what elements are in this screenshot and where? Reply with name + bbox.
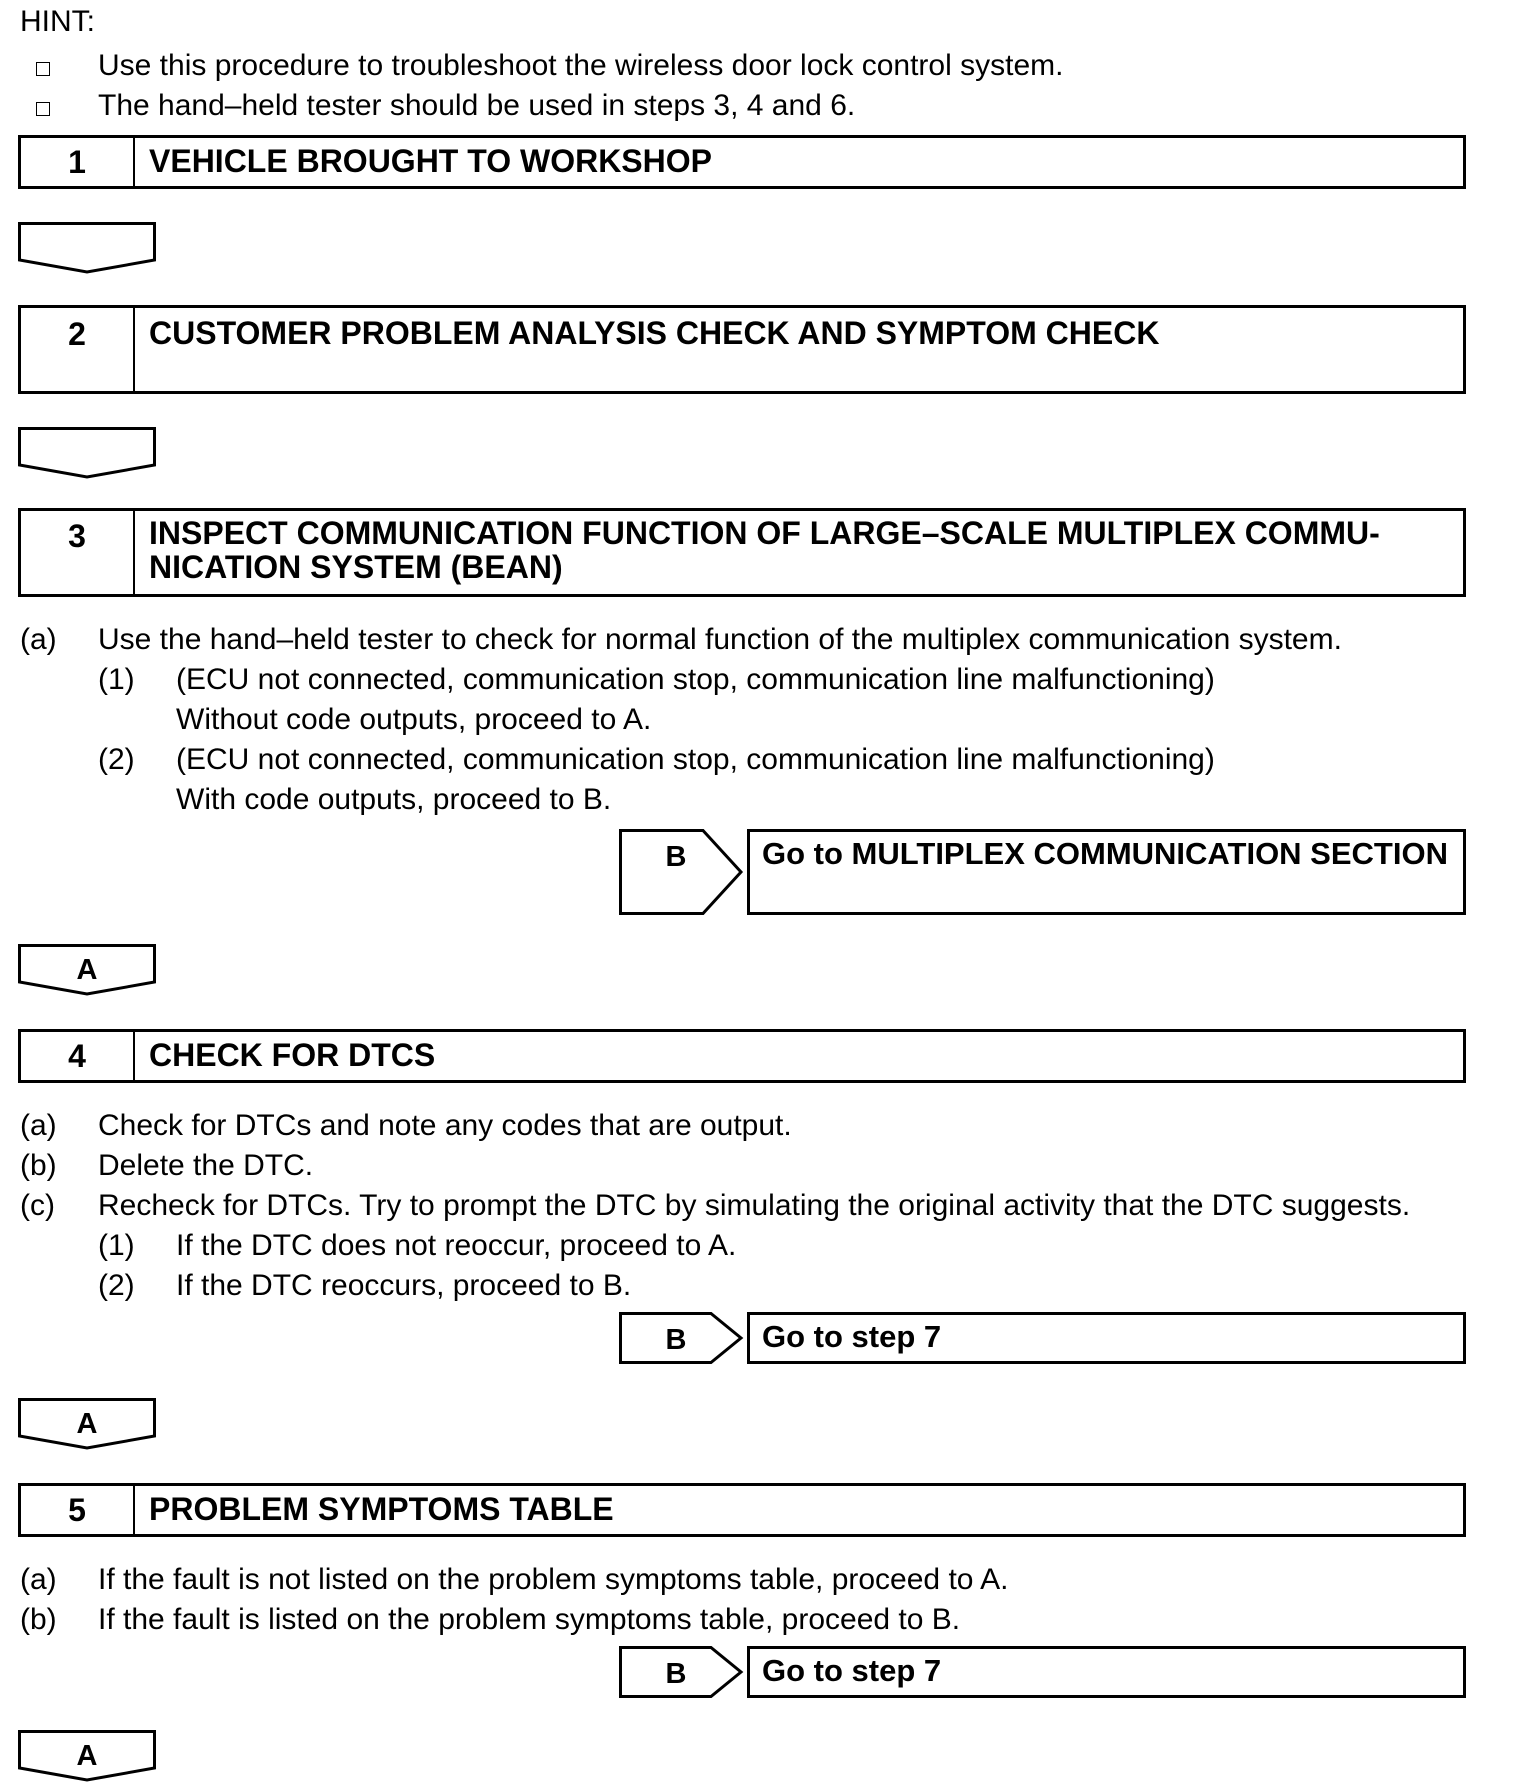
branch-label: A xyxy=(76,1740,98,1772)
step-5-header xyxy=(18,1483,1466,1537)
list-item: If the DTC does not reoccur, proceed to A. xyxy=(176,1229,737,1262)
checkbox-square-icon xyxy=(36,62,50,76)
list-label: (c) xyxy=(20,1189,55,1222)
step-number: 4 xyxy=(21,1032,135,1080)
continue-arrow-icon xyxy=(18,222,156,272)
list-item: If the fault is listed on the problem symptoms table, proceed to B. xyxy=(98,1603,961,1636)
hint-item: The hand–held tester should be used in steps 3, 4 and 6. xyxy=(98,89,856,122)
step-number: 1 xyxy=(21,138,135,186)
step-number: 3 xyxy=(21,511,135,594)
branch-b-destination xyxy=(747,1646,1466,1698)
list-item: Check for DTCs and note any codes that are output. xyxy=(98,1109,792,1142)
list-item: Use the hand–held tester to check for normal function of the multiplex communication system. xyxy=(98,623,1342,656)
list-label: (a) xyxy=(20,1109,57,1142)
list-label: (1) xyxy=(98,1229,135,1262)
list-label: (2) xyxy=(98,1269,135,1302)
list-item: Delete the DTC. xyxy=(98,1149,314,1182)
list-label: (1) xyxy=(98,663,135,696)
step-2-header xyxy=(18,305,1466,394)
step-title: VEHICLE BROUGHT TO WORKSHOP xyxy=(149,143,712,179)
branch-label: B xyxy=(665,1658,687,1690)
step-title: INSPECT COMMUNICATION FUNCTION OF LARGE–SCALE MULTIPLEX COMMU- NICATION SYSTEM (BEAN) xyxy=(149,515,1380,585)
branch-label: B xyxy=(665,1324,687,1356)
checkbox-square-icon xyxy=(36,102,50,116)
list-item: With code outputs, proceed to B. xyxy=(176,783,612,816)
branch-a-arrow-icon xyxy=(18,944,156,994)
step-4-header xyxy=(18,1029,1466,1083)
list-item: If the fault is not listed on the problem symptoms table, proceed to A. xyxy=(98,1563,1009,1596)
branch-b-arrow-icon xyxy=(619,829,743,915)
branch-label: A xyxy=(76,1408,98,1440)
branch-label: B xyxy=(665,841,687,873)
branch-destination-text: Go to step 7 xyxy=(762,1653,942,1688)
branch-destination-text: Go to step 7 xyxy=(762,1319,942,1354)
step-title: CUSTOMER PROBLEM ANALYSIS CHECK AND SYMPTOM CHECK xyxy=(149,315,1160,351)
list-item: (ECU not connected, communication stop, communication line malfunctioning) xyxy=(176,743,1215,776)
step-3-header xyxy=(18,508,1466,597)
step-title: PROBLEM SYMPTOMS TABLE xyxy=(149,1491,614,1527)
branch-label: A xyxy=(76,954,98,986)
branch-b-destination xyxy=(747,1312,1466,1364)
list-label: (b) xyxy=(20,1149,57,1182)
branch-b-destination xyxy=(747,829,1466,915)
step-number: 2 xyxy=(21,308,135,391)
step-1-header xyxy=(18,135,1466,189)
list-item: (ECU not connected, communication stop, communication line malfunctioning) xyxy=(176,663,1215,696)
hint-label: HINT: xyxy=(20,5,95,38)
step-number: 5 xyxy=(21,1486,135,1534)
list-label: (a) xyxy=(20,623,57,656)
branch-a-arrow-icon xyxy=(18,1730,156,1780)
branch-destination-text: Go to MULTIPLEX COMMUNICATION SECTION xyxy=(762,836,1448,871)
list-item: Without code outputs, proceed to A. xyxy=(176,703,652,736)
branch-a-arrow-icon xyxy=(18,1398,156,1448)
step-title: CHECK FOR DTCS xyxy=(149,1037,436,1073)
branch-b-arrow-icon xyxy=(619,1312,743,1364)
hint-item: Use this procedure to troubleshoot the wireless door lock control system. xyxy=(98,49,1064,82)
list-item: Recheck for DTCs. Try to prompt the DTC by simulating the original activity that the DTC suggests. xyxy=(98,1189,1411,1222)
list-label: (2) xyxy=(98,743,135,776)
branch-b-arrow-icon xyxy=(619,1646,743,1698)
list-label: (b) xyxy=(20,1603,57,1636)
list-label: (a) xyxy=(20,1563,57,1596)
list-item: If the DTC reoccurs, proceed to B. xyxy=(176,1269,632,1302)
continue-arrow-icon xyxy=(18,427,156,477)
